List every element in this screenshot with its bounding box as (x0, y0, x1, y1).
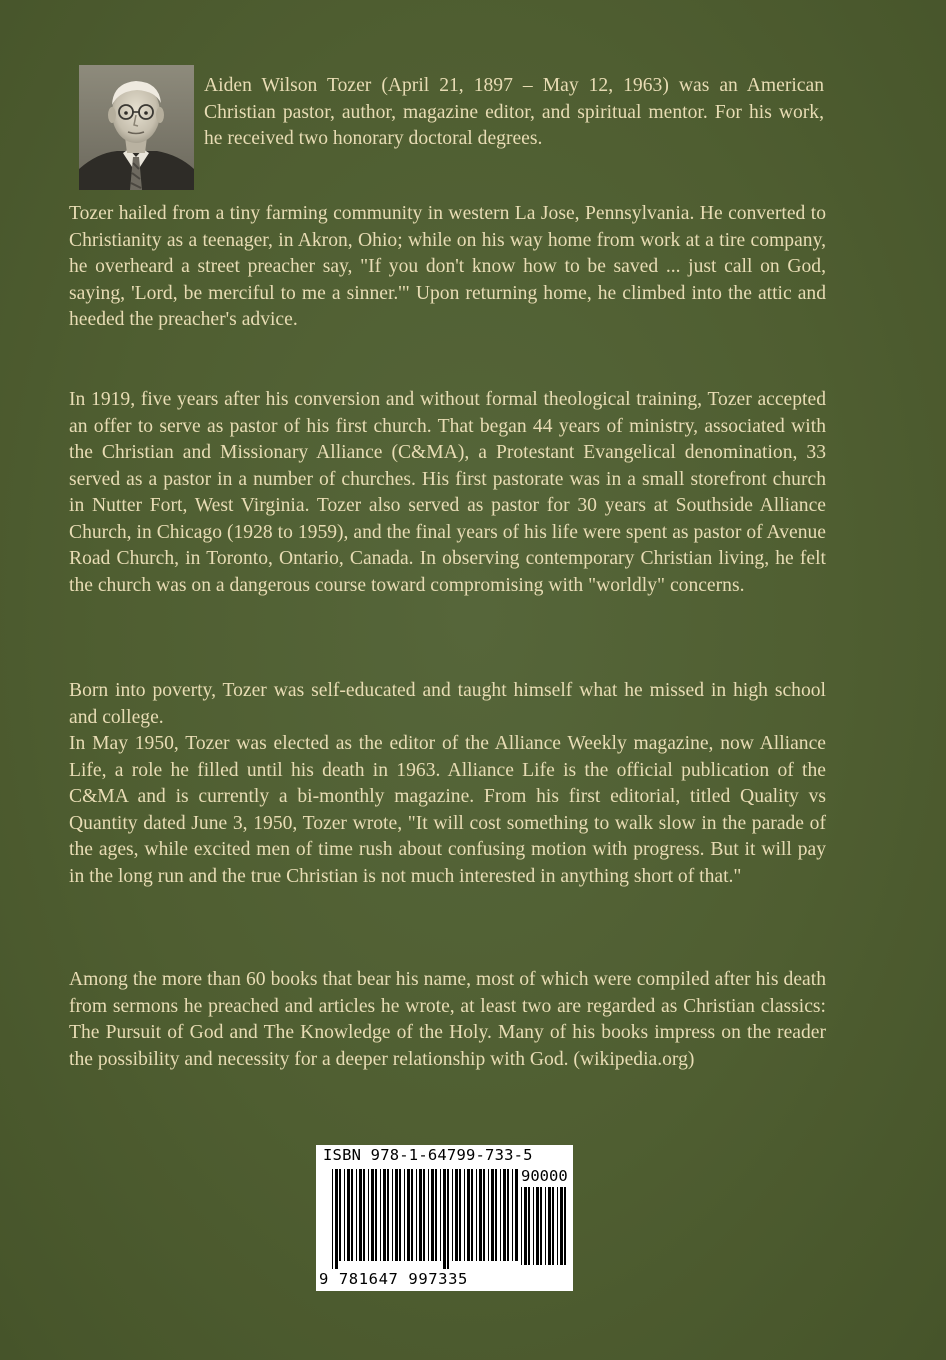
barcode-bar (443, 1169, 446, 1269)
barcode-bar (548, 1187, 551, 1265)
paragraph-education: Born into poverty, Tozer was self-educated and taught himself what he missed in high school and college. (69, 680, 826, 728)
barcode-bar (435, 1169, 437, 1261)
barcode-bar (521, 1187, 522, 1265)
barcode-bar (395, 1169, 398, 1261)
barcode-bar (540, 1187, 542, 1265)
author-portrait (79, 65, 194, 190)
barcode-bar (423, 1169, 425, 1261)
barcode-bar (533, 1187, 534, 1265)
barcode-bar (545, 1187, 546, 1265)
paragraph-conversion: Tozer hailed from a tiny farming community in western La Jose, Pennsylvania. He converted to Christianity as a teenager, in Akron, Ohio; while on his way home from work at a tire company, he overheard a street preacher say, "If you don't know how to be saved ... just call on God, saying, 'Lord, be merciful to me a sinner.'" Upon returning home, he climbed into the attic and heeded the preacher's advice. (69, 203, 826, 330)
barcode-bar (447, 1169, 449, 1269)
barcode-bar (507, 1169, 509, 1261)
barcode-bar (564, 1187, 566, 1265)
barcode-bar (363, 1169, 365, 1261)
barcode-bar (536, 1187, 539, 1265)
paragraph-ministry: In 1919, five years after his conversion and without formal theological training, Tozer accepted an offer to serve as pastor of his first church. That began 44 years of ministry, associated with the Christian and Missionary Alliance (C&MA), a Protestant Evangelical denomination, 33 served as a pastor in a number of churches. His first pastorate was in a small storefront church in Nutter Fort, West Virginia. Tozer also served as pastor for 30 years at Southside Alliance Church, in Chicago (1928 to 1959), and the final years of his life were spent as pastor of Avenue Road Church, in Toronto, Ontario, Canada. In observing contemporary Christian living, he felt the church was on a dangerous course toward compromising with "worldly" concerns. (69, 389, 826, 596)
barcode-bar (452, 1169, 453, 1261)
paragraph-intro: Aiden Wilson Tozer (April 21, 1897 – May 12, 1963) was an American Christian pastor, author, magazine editor, and spiritual mentor. For his work, he received two honorary doctoral degrees. (204, 75, 824, 149)
barcode-bar (375, 1169, 377, 1261)
barcode-bar (431, 1169, 434, 1261)
isbn-barcode (316, 1145, 573, 1291)
barcode-bar (488, 1169, 489, 1261)
barcode-bar (332, 1169, 333, 1269)
barcode-bar (495, 1169, 497, 1261)
isbn-label: ISBN 978-1-64799-733-5 (323, 1146, 533, 1164)
barcode-bar (344, 1169, 345, 1261)
barcode-bar (368, 1169, 369, 1261)
ean-digits: 9 781647 997335 (319, 1270, 468, 1288)
barcode-bar (416, 1169, 417, 1261)
barcode-bar (392, 1169, 393, 1261)
barcode-bar (459, 1169, 461, 1261)
barcode-bar (455, 1169, 458, 1261)
barcode-bar (359, 1169, 362, 1261)
barcode-bar (380, 1169, 381, 1261)
barcode-bar (512, 1169, 513, 1261)
barcode-bar (440, 1169, 441, 1261)
barcode-bar (411, 1169, 413, 1261)
barcode-bar (428, 1169, 429, 1261)
addon-barcode-bars (521, 1187, 569, 1271)
barcode-bar (479, 1169, 482, 1261)
barcode-bar (476, 1169, 477, 1261)
barcode-bar (404, 1169, 405, 1261)
barcode-bar (335, 1169, 338, 1269)
barcode-bar (339, 1169, 341, 1261)
barcode-bar (399, 1169, 401, 1261)
barcode-bar (528, 1187, 530, 1265)
barcode-bar (552, 1187, 554, 1265)
barcode-bar (356, 1169, 357, 1261)
barcode-bar (383, 1169, 386, 1261)
barcode-bar (524, 1187, 527, 1265)
barcode-bar (491, 1169, 494, 1261)
ean-barcode-bars (332, 1169, 518, 1271)
barcode-bar (371, 1169, 374, 1261)
barcode-bar (387, 1169, 389, 1261)
author-portrait-image (79, 65, 194, 190)
barcode-bar (407, 1169, 410, 1261)
paragraph-books: Among the more than 60 books that bear his name, most of which were compiled after his death from sermons he preached and articles he wrote, at least two are regarded as Christian classics: The Pursuit of God and The Knowledge of the Holy. Many of his books impress on the reader the possibility and necessity for a deeper relationship with God. (wikipedia.org) (69, 969, 826, 1070)
barcode-bar (557, 1187, 558, 1265)
barcode-bar (351, 1169, 353, 1261)
price-code: 90000 (521, 1167, 568, 1185)
barcode-bar (503, 1169, 506, 1261)
barcode-bar (483, 1169, 485, 1261)
barcode-bar (471, 1169, 473, 1261)
barcode-bar (347, 1169, 350, 1261)
barcode-bar (500, 1169, 501, 1261)
barcode-bar (515, 1169, 518, 1261)
barcode-bar (464, 1169, 465, 1261)
barcode-bar (467, 1169, 470, 1261)
paragraph-editor: In May 1950, Tozer was elected as the editor of the Alliance Weekly magazine, now Alliance Life, a role he filled until his death in 1963. Alliance Life is the official publication of the C&MA and is currently a bi-monthly magazine. From his first editorial, titled Quality vs Quantity dated June 3, 1950, Tozer wrote, "It will cost something to walk slow in the parade of the ages, while excited men of time rush about confusing motion with progress. But it will pay in the long run and the true Christian is not much interested in anything short of that." (69, 733, 826, 887)
barcode-bar (419, 1169, 422, 1261)
barcode-bar (560, 1187, 563, 1265)
